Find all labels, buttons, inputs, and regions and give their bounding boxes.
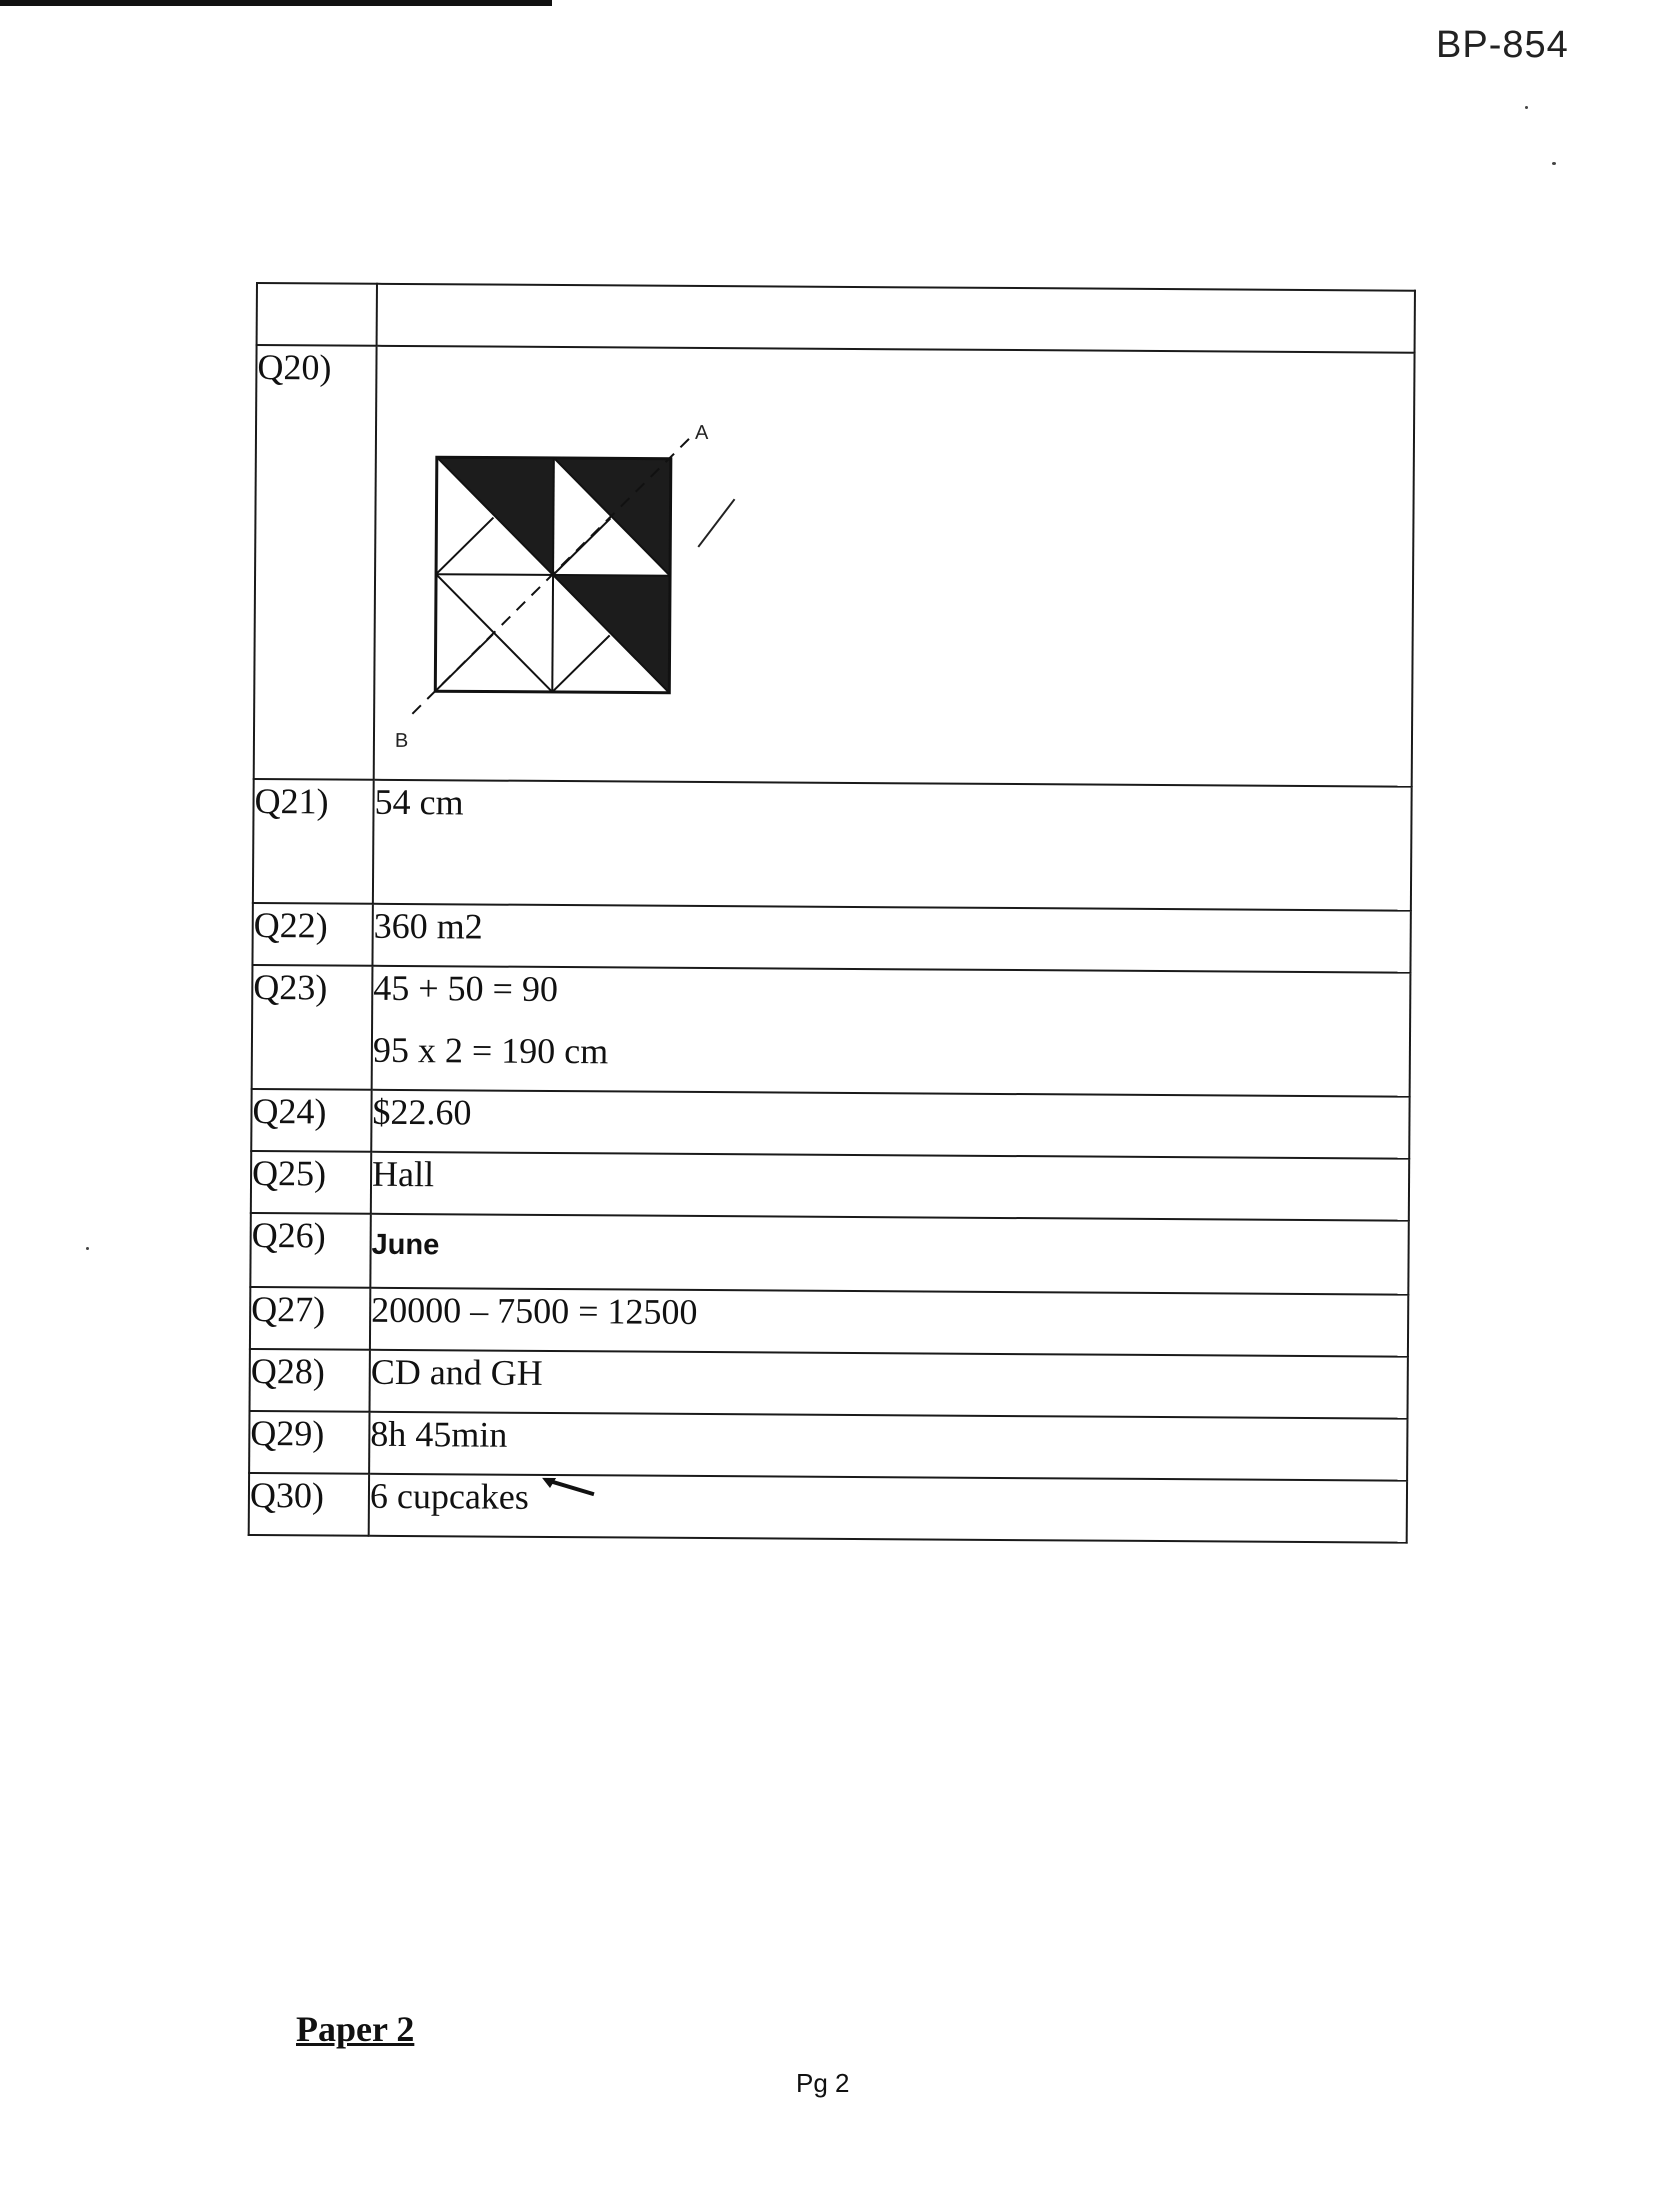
grid-diagonal	[436, 517, 493, 574]
table-row	[252, 965, 1411, 1097]
document-id: BP-854	[1436, 24, 1569, 66]
scan-speck	[1525, 106, 1528, 109]
scan-speck	[86, 1247, 89, 1250]
question-label: Q23)	[252, 965, 373, 1090]
answer-text: $22.60	[371, 1090, 1409, 1159]
pencil-stroke	[698, 499, 734, 547]
scan-speck	[1552, 162, 1556, 165]
question-label: Q27)	[250, 1287, 370, 1350]
header-cell-answer	[377, 284, 1415, 353]
question-label: Q25)	[251, 1151, 371, 1214]
question-label: Q29)	[249, 1411, 369, 1474]
answer-text: 6 cupcakes	[369, 1475, 530, 1517]
answer-table	[248, 282, 1416, 1544]
question-label: Q26)	[250, 1213, 370, 1288]
table-row-q20	[254, 345, 1415, 787]
question-label: Q21)	[253, 779, 374, 904]
table-row	[252, 903, 1410, 973]
table-row	[250, 1349, 1408, 1419]
table-row	[253, 779, 1412, 911]
arrow-mark-icon	[540, 1476, 600, 1500]
answer-text-line-2: 95 x 2 = 190 cm	[372, 1029, 609, 1072]
table-row	[251, 1151, 1409, 1221]
question-label: Q24)	[251, 1089, 371, 1152]
answer-text: 45 + 50 = 90	[373, 967, 559, 1010]
point-b-label: B	[394, 729, 409, 753]
answer-cell	[369, 1474, 1407, 1543]
table-row	[249, 1473, 1407, 1543]
answer-figure-cell	[374, 346, 1415, 787]
answer-text: June	[370, 1214, 1408, 1295]
answer-text: 8h 45min	[369, 1412, 1407, 1481]
question-label: Q28)	[250, 1349, 370, 1412]
page-number: Pg 2	[796, 2068, 850, 2098]
paper-label: Paper 2	[296, 2009, 415, 2049]
question-label: Q20)	[254, 345, 377, 780]
answer-text: Hall	[371, 1152, 1409, 1221]
answer-cell	[372, 966, 1411, 1097]
point-a-label: A	[694, 421, 709, 445]
answer-text: 20000 – 7500 = 12500	[370, 1288, 1408, 1357]
table-header-row	[257, 283, 1415, 353]
table-row	[250, 1287, 1408, 1357]
answer-text: 54 cm	[373, 780, 1412, 911]
answer-text: 360 m2	[372, 904, 1410, 973]
question-label: Q22)	[252, 903, 372, 966]
scan-top-edge	[0, 0, 552, 6]
header-cell-question	[257, 283, 377, 346]
question-label: Q30)	[249, 1473, 369, 1536]
table-row	[249, 1411, 1407, 1481]
grid-diagonal	[552, 635, 609, 692]
symmetry-figure	[375, 347, 778, 770]
answer-text: CD and GH	[370, 1350, 1408, 1419]
table-row	[250, 1213, 1408, 1295]
table-row	[251, 1089, 1409, 1159]
